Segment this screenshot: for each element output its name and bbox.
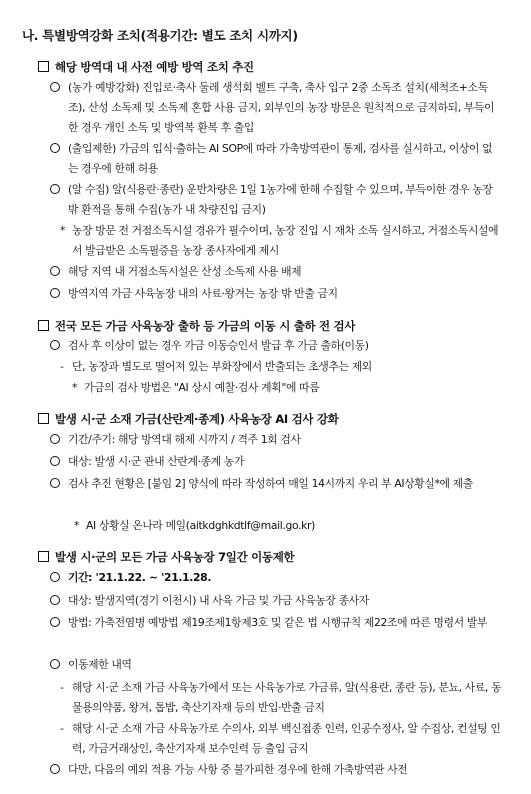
dash-icon: - <box>60 722 64 735</box>
square-bullet-icon <box>38 320 49 331</box>
list-item: 기간: '21.1.22. ~ '21.1.28. <box>50 568 502 588</box>
subsection-title-3: 발생 시·군 소재 가금(산란계·종계) 사육농장 AI 검사 강화 <box>38 411 339 427</box>
circle-bullet-icon <box>50 659 60 669</box>
circle-bullet-icon <box>50 288 60 298</box>
list-item: (알 수집) 알(식용란·종란) 운반차량은 1일 1농가에 한해 수집할 수 있으며, 부득이한 경우 농장 밖 환적을 통해 수집(농가 내 차량진입 금지) <box>50 180 502 220</box>
asterisk-icon: * <box>72 381 78 394</box>
list-item: 기간/주기: 해당 방역대 해제 시까지 / 격주 1회 검사 <box>50 430 502 450</box>
circle-bullet-icon <box>50 572 60 582</box>
circle-bullet-icon <box>50 266 60 276</box>
list-item: (출입제한) 가금의 입식·출하는 AI SOP에 따라 가축방역관이 통제, 검사를 실시하고, 이상이 없는 경우에 한해 허용 <box>50 139 502 179</box>
asterisk-icon: * <box>74 519 80 532</box>
note-item: * 농장 방문 전 거점소독시설 경유가 필수이며, 농장 진입 시 재차 소독 실시하고, 거점소독시설에서 발급받은 소독필증을 농장 종사자에게 제시 <box>60 221 502 261</box>
asterisk-icon: * <box>60 224 66 237</box>
dash-item: - 해당 시·군 소재 가금 사육농가로 수의사, 외부 백신접종 인력, 인공수정사, 알 수집상, 컨설팅 인력, 가금거래상인, 축산기자재 보수인력 등 출입 금지 <box>60 719 502 759</box>
dash-icon: - <box>60 681 64 694</box>
circle-bullet-icon <box>50 184 60 194</box>
note-item: * AI 상황실 온나라 메일(aitkdghkdtlf@mail.go.kr) <box>74 516 502 536</box>
circle-bullet-icon <box>50 617 60 627</box>
list-item: (농가 예방강화) 진입로·축사 둘레 생석회 벨트 구축, 축사 입구 2중 소독조 설치(세척조+소독조), 산성 소독제 및 소독제 혼합 사용 금지, 외부인의 농장 방문은 원칙적으로 금지하되, 부득이한 경우 개인 소독 및 방역복 환복 후 출입 <box>50 78 502 138</box>
subsection-title-2: 전국 모든 가금 사육농장 출하 등 가금의 이동 시 출하 전 검사 <box>38 318 355 334</box>
note-item: * 가금의 검사 방법은 "AI 상시 예찰·검사 계획"에 따름 <box>72 378 502 398</box>
circle-bullet-icon <box>50 478 60 488</box>
list-item: 이동제한 내역 <box>50 655 502 675</box>
circle-bullet-icon <box>50 764 60 774</box>
circle-bullet-icon <box>50 82 60 92</box>
subsection-title-4: 발생 시·군의 모든 가금 사육농장 7일간 이동제한 <box>38 549 294 565</box>
list-item: 해당 지역 내 거점소독시설은 산성 소독제 사용 배제 <box>50 262 502 282</box>
circle-bullet-icon <box>50 434 60 444</box>
list-item: 방법: 가축전염병 예방법 제19조제1항제3호 및 같은 법 시행규칙 제22조에 따른 명령서 발부 <box>50 613 502 633</box>
dash-item: - 해당 시·군 소재 가금 사육농가에서 또는 사육농가로 가금류, 알(식용란, 종란 등), 분뇨, 사료, 동물용의약품, 왕겨, 톱밥, 축산기자재 등의 반입·반출 금지 <box>60 678 502 718</box>
square-bullet-icon <box>38 61 49 72</box>
square-bullet-icon <box>38 551 49 562</box>
dash-icon: - <box>60 360 64 373</box>
list-item: 검사 추진 현황은 [붙임 2] 양식에 따라 작성하여 매일 14시까지 우리 부 AI상황실*에 제출 <box>50 474 502 494</box>
circle-bullet-icon <box>50 595 60 605</box>
circle-bullet-icon <box>50 340 60 350</box>
list-item: 대상: 발생지역(경기 이천시) 내 사육 가금 및 가금 사육농장 종사자 <box>50 591 502 611</box>
section-heading: 나. 특별방역강화 조치(적용기간: 별도 조치 시까지) <box>22 28 298 43</box>
list-item: 검사 후 이상이 없는 경우 가금 이동승인서 발급 후 가금 출하(이동) <box>50 336 502 356</box>
list-item: 대상: 발생 시·군 관내 산란계·종계 농가 <box>50 452 502 472</box>
circle-bullet-icon <box>50 456 60 466</box>
square-bullet-icon <box>38 413 49 424</box>
subsection-title-1: 해당 방역대 내 사전 예방 방역 조치 추진 <box>38 59 254 75</box>
list-item: 방역지역 가금 사육농장 내의 사료·왕겨는 농장 밖 반출 금지 <box>50 284 502 304</box>
circle-bullet-icon <box>50 143 60 153</box>
list-item: 다만, 다음의 예외 적용 가능 사항 중 불가피한 경우에 한해 가축방역관 사전 <box>50 760 502 780</box>
dash-item: - 단, 농장과 별도로 떨어져 있는 부화장에서 반출되는 초생추는 제외 <box>60 357 502 377</box>
